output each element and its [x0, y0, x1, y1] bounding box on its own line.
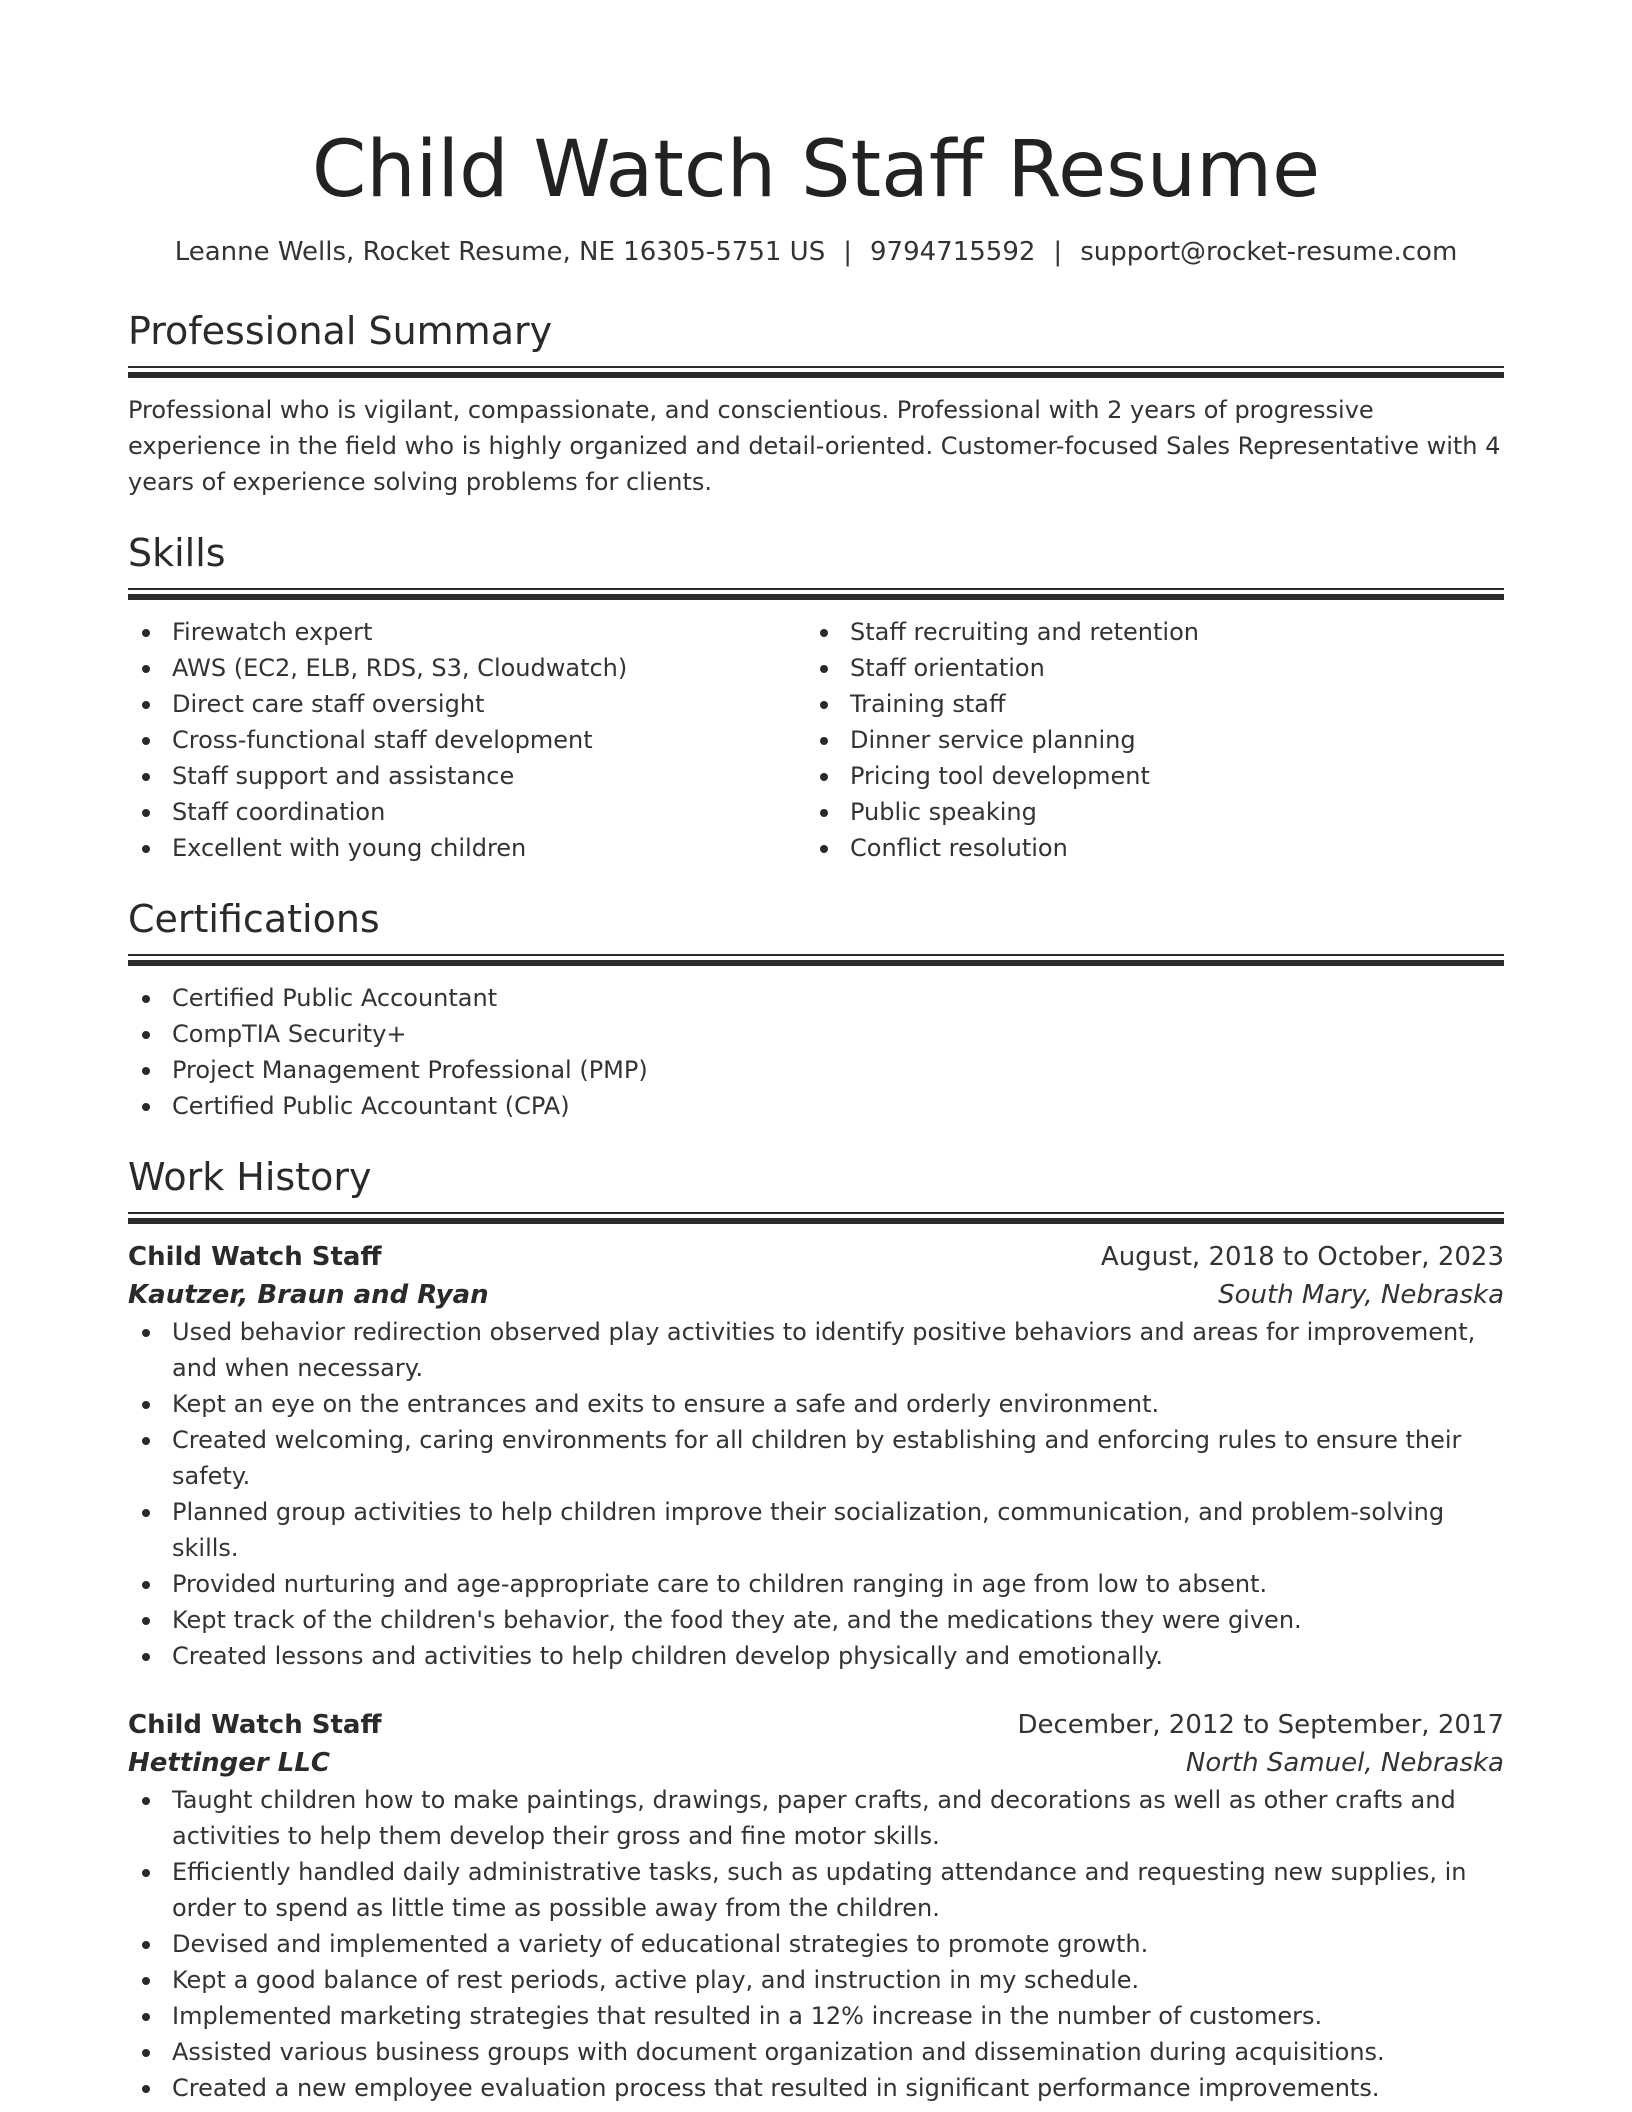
job-dates: August, 2018 to October, 2023 — [1100, 1242, 1504, 1272]
job-company: Kautzer, Braun and Ryan — [128, 1280, 489, 1310]
job-bullet: Used behavior redirection observed play activities to identify positive behaviors and areas for improvement, and when necessary. — [128, 1314, 1504, 1386]
certification-item: CompTIA Security+ — [128, 1016, 1504, 1052]
skill-item: Staff support and assistance — [128, 758, 806, 794]
job-bullet: Created a new employee evaluation process that resulted in significant performance improvements. — [128, 2070, 1504, 2106]
job-responsibilities — [128, 1314, 1504, 1674]
skill-item: Staff orientation — [806, 650, 1484, 686]
summary-section — [128, 308, 1504, 500]
job-dates: December, 2012 to September, 2017 — [1017, 1710, 1504, 1740]
job-location: North Samuel, Nebraska — [1185, 1748, 1504, 1778]
job-title: Child Watch Staff — [128, 1710, 382, 1740]
job-bullet: Kept a good balance of rest periods, active play, and instruction in my schedule. — [128, 1962, 1504, 1998]
section-heading-certifications: Certifications — [128, 897, 380, 941]
skill-item: Conflict resolution — [806, 830, 1484, 866]
job-location: South Mary, Nebraska — [1218, 1280, 1504, 1310]
job-bullet: Implemented marketing strategies that resulted in a 12% increase in the number of customers. — [128, 1998, 1504, 2034]
certification-item: Project Management Professional (PMP) — [128, 1052, 1504, 1088]
job-title: Child Watch Staff — [128, 1242, 382, 1272]
summary-text: Professional who is vigilant, compassionate, and conscientious. Professional with 2 years of progressive experience in the field who is highly organized and detail-oriented. Customer-focused Sales Representative with 4 years of experience solving problems for clients. — [128, 396, 1501, 496]
skill-item: Pricing tool development — [806, 758, 1484, 794]
contact-separator: | — [1053, 237, 1063, 267]
section-heading-summary: Professional Summary — [128, 309, 553, 353]
work-history-section — [128, 1154, 1504, 2106]
skill-item: Excellent with young children — [128, 830, 806, 866]
job-bullet: Kept track of the children's behavior, the food they ate, and the medications they were given. — [128, 1602, 1504, 1638]
section-divider — [128, 588, 1504, 600]
section-divider — [128, 1212, 1504, 1224]
skills-list-right — [806, 614, 1484, 866]
certification-item: Certified Public Accountant — [128, 980, 1504, 1016]
job-bullet: Planned group activities to help children improve their socialization, communication, and problem-solving skills. — [128, 1494, 1504, 1566]
job-subheader — [128, 1276, 1504, 1314]
certification-item: Certified Public Accountant (CPA) — [128, 1088, 1504, 1124]
resume-title: Child Watch Staff Resume — [311, 125, 1321, 215]
job-entry — [128, 1706, 1504, 2106]
job-entry — [128, 1238, 1504, 1674]
job-bullet: Efficiently handled daily administrative tasks, such as updating attendance and requesting new supplies, in order to spend as little time as possible away from the children. — [128, 1854, 1504, 1926]
skill-item: Cross-functional staff development — [128, 722, 806, 758]
certifications-section — [128, 896, 1504, 1124]
skill-item: Direct care staff oversight — [128, 686, 806, 722]
job-bullet: Created welcoming, caring environments for all children by establishing and enforcing rules to ensure their safety. — [128, 1422, 1504, 1494]
contact-address: Leanne Wells, Rocket Resume, NE 16305-5751 US — [174, 237, 826, 267]
section-heading-work-history: Work History — [128, 1155, 372, 1199]
skill-item: Firewatch expert — [128, 614, 806, 650]
job-header — [128, 1706, 1504, 1744]
skill-item: Training staff — [806, 686, 1484, 722]
job-bullet: Taught children how to make paintings, drawings, paper crafts, and decorations as well as other crafts and activities to help them develop their gross and fine motor skills. — [128, 1782, 1504, 1854]
job-header — [128, 1238, 1504, 1276]
contact-separator: | — [843, 237, 852, 267]
skill-item: Staff recruiting and retention — [806, 614, 1484, 650]
job-bullet: Devised and implemented a variety of educational strategies to promote growth. — [128, 1926, 1504, 1962]
skill-item: Public speaking — [806, 794, 1484, 830]
skill-item: Staff coordination — [128, 794, 806, 830]
resume-page — [128, 0, 1504, 2106]
contact-email: support@rocket-resume.com — [1080, 237, 1458, 267]
job-bullet: Created lessons and activities to help children develop physically and emotionally. — [128, 1638, 1504, 1674]
section-divider — [128, 954, 1504, 966]
certifications-list — [128, 980, 1504, 1124]
skills-list-left — [128, 614, 806, 866]
skill-item: AWS (EC2, ELB, RDS, S3, Cloudwatch) — [128, 650, 806, 686]
contact-phone: 9794715592 — [870, 237, 1036, 267]
skills-columns — [128, 614, 1504, 866]
job-company: Hettinger LLC — [128, 1748, 331, 1778]
job-bullet: Assisted various business groups with document organization and dissemination during acquisitions. — [128, 2034, 1504, 2070]
skills-section — [128, 530, 1504, 866]
job-bullet: Provided nurturing and age-appropriate care to children ranging in age from low to absent. — [128, 1566, 1504, 1602]
job-responsibilities — [128, 1782, 1504, 2106]
section-heading-skills: Skills — [128, 531, 226, 575]
contact-line — [128, 234, 1504, 270]
section-divider — [128, 366, 1504, 378]
job-subheader — [128, 1744, 1504, 1782]
skill-item: Dinner service planning — [806, 722, 1484, 758]
job-bullet: Kept an eye on the entrances and exits to ensure a safe and orderly environment. — [128, 1386, 1504, 1422]
